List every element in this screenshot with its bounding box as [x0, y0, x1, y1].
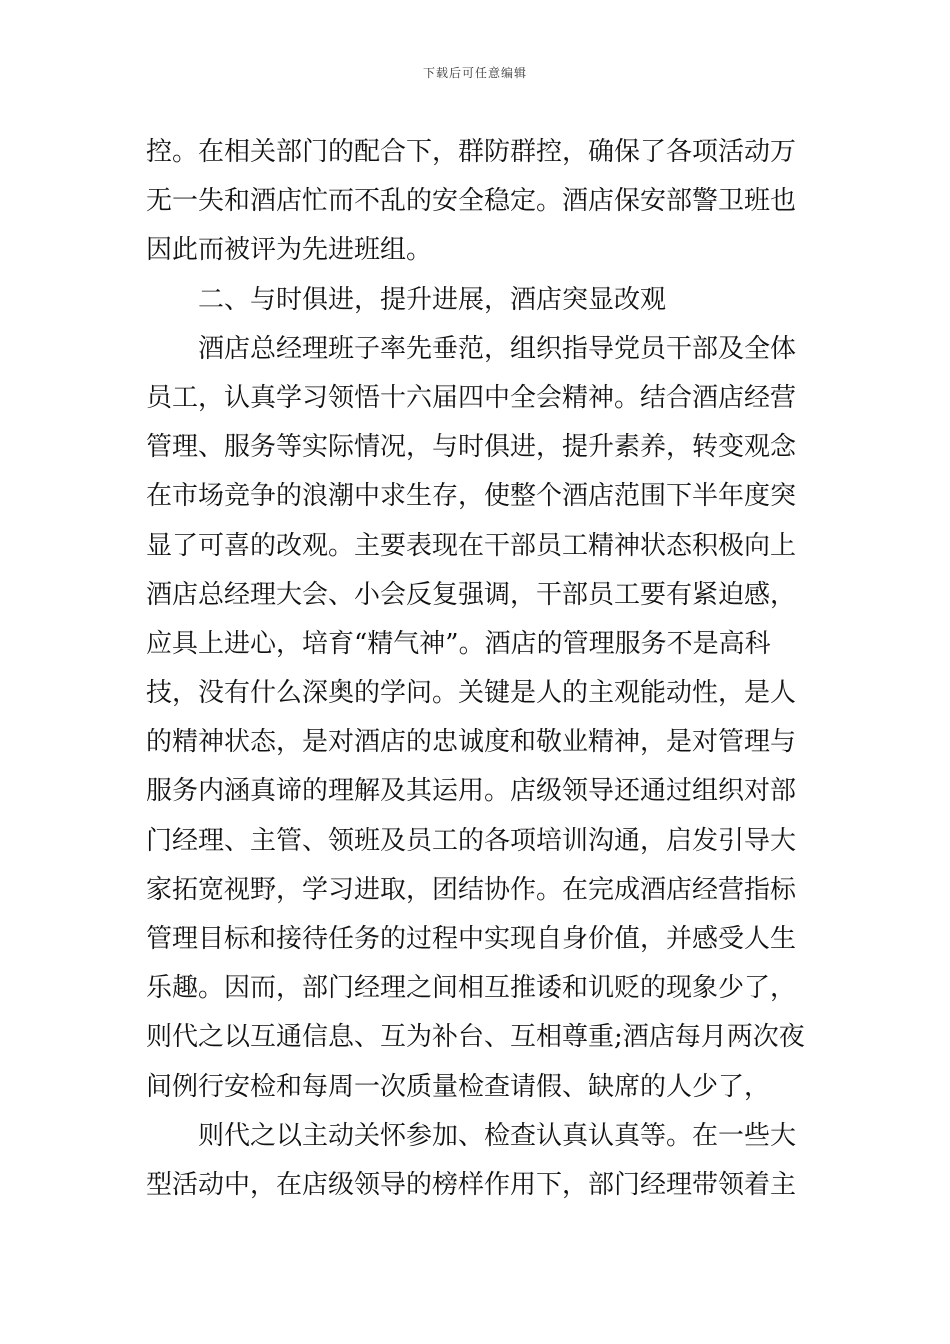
text-line: 因此而被评为先进班组。 — [146, 235, 433, 266]
text-line: 无一失和酒店忙而不乱的安全稳定。酒店保安部警卫班也 — [146, 186, 797, 217]
text-line: 型活动中，在店级领导的榜样作用下，部门经理带领着主 — [146, 1169, 797, 1200]
text-line: 显了可喜的改观。主要表现在干部员工精神状态积极向上 — [146, 530, 797, 561]
section-heading: 二、与时俱进，提升进展，酒店突显改观 — [198, 284, 667, 315]
text-line: 酒店总经理班子率先垂范，组织指导党员干部及全体 — [198, 333, 797, 364]
text-line: 应具上进心，培育“精气神”。酒店的管理服务不是高科 — [146, 628, 771, 659]
text-line: 技，没有什么深奥的学问。关键是人的主观能动性，是人 — [146, 678, 797, 709]
text-line: 家拓宽视野，学习进取，团结协作。在完成酒店经营指标 — [146, 874, 797, 905]
text-line: 控。在相关部门的配合下，群防群控，确保了各项活动万 — [146, 137, 797, 167]
text-line: 则代之以互通信息、互为补台、互相尊重;酒店每月两次夜 — [146, 1022, 805, 1053]
text-line: 则代之以主动关怀参加、检查认真认真等。在一些大 — [198, 1120, 797, 1151]
text-line: 乐趣。因而，部门经理之间相互推诿和讥贬的现象少了， — [146, 973, 797, 1004]
page-header: 下载后可任意编辑 — [422, 66, 527, 80]
text-line: 在市场竞争的浪潮中求生存，使整个酒店范围下半年度突 — [146, 481, 797, 512]
text-line: 的精神状态，是对酒店的忠诚度和敬业精神，是对管理与 — [146, 727, 797, 758]
text-line: 间例行安检和每周一次质量检查请假、缺席的人少了， — [146, 1071, 771, 1102]
text-line: 服务内涵真谛的理解及其运用。店级领导还通过组织对部 — [146, 776, 797, 807]
document-body — [146, 128, 806, 1210]
text-line: 管理、服务等实际情况，与时俱进，提升素养，转变观念 — [146, 432, 797, 463]
text-line: 管理目标和接待任务的过程中实现自身价值，并感受人生 — [146, 924, 797, 954]
text-line: 门经理、主管、领班及员工的各项培训沟通，启发引导大 — [146, 825, 797, 856]
text-line: 酒店总经理大会、小会反复强调，干部员工要有紧迫感， — [146, 579, 797, 610]
text-line: 员工，认真学习领悟十六届四中全会精神。结合酒店经营 — [146, 382, 797, 413]
